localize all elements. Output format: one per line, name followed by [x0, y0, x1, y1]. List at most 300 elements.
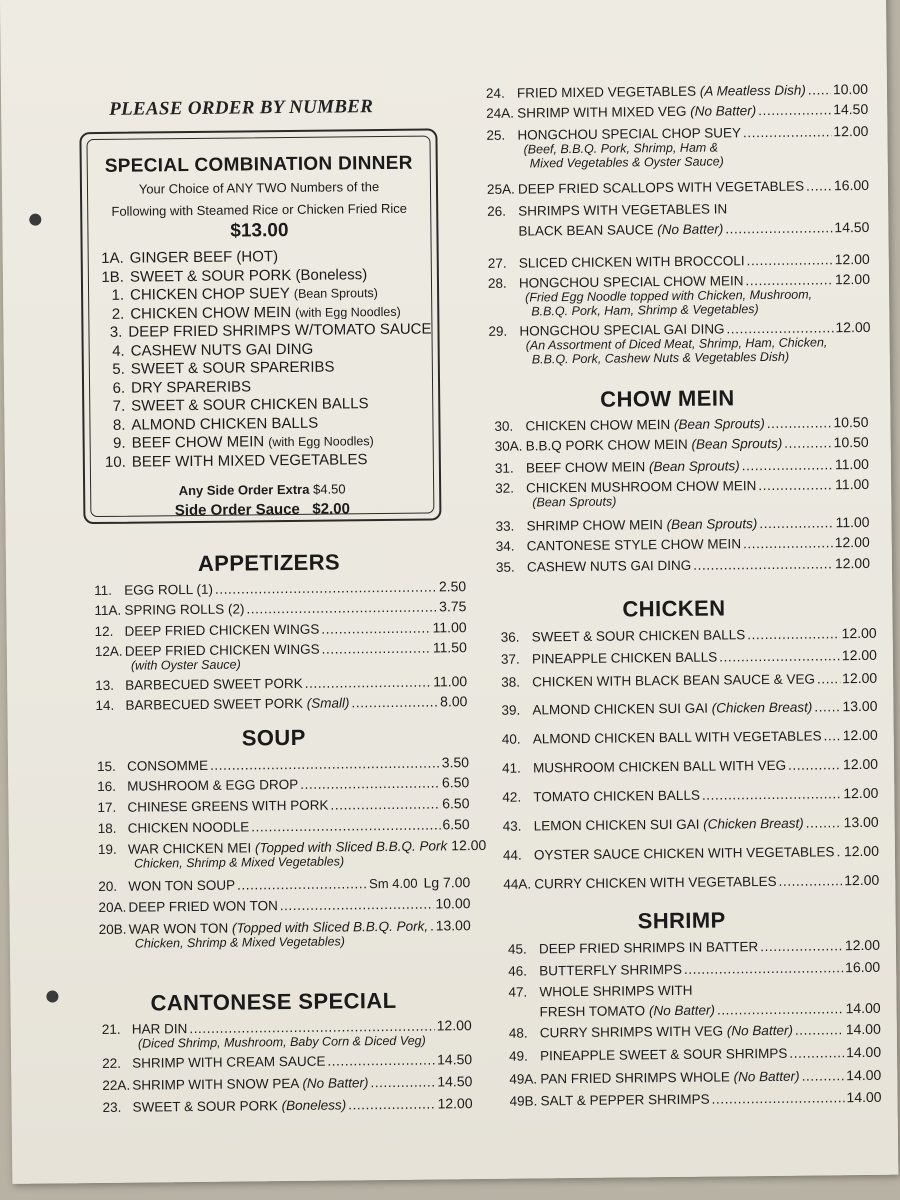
item-number: 27.	[487, 255, 507, 271]
leader-dots	[760, 938, 843, 955]
leader-dots	[746, 252, 832, 269]
item-price: 14.00	[845, 1020, 881, 1038]
chow-mein-list	[494, 413, 871, 575]
item-note: (Bean Sprouts)	[666, 516, 758, 533]
leader-dots	[758, 102, 831, 119]
item-name	[534, 816, 804, 835]
leader-dots	[322, 641, 431, 658]
combo-item-name: DRY SPARERIBS	[130, 377, 252, 397]
item-name-text: WAR WON TON	[128, 920, 229, 937]
item-description	[525, 288, 812, 319]
item-name-text: MUSHROOM & EGG DROP	[127, 776, 299, 794]
item-note: (Chicken Breast)	[703, 815, 804, 832]
menu-item	[97, 754, 469, 775]
item-name-text: SLICED CHICKEN WITH BROCCOLI	[518, 253, 745, 271]
item-price: 11.00	[835, 513, 870, 531]
item-name-text: HONGCHOU SPECIAL CHOP SUEY	[517, 125, 742, 143]
combo-item-name: GINGER BEEF (HOT)	[129, 248, 279, 267]
item-name	[527, 558, 691, 576]
item-name	[540, 1069, 799, 1088]
menu-item	[501, 625, 877, 646]
item-number: 49A.	[509, 1071, 538, 1087]
item-note: (Bean Sprouts)	[691, 435, 783, 452]
leader-dots	[430, 919, 434, 935]
side-order-sauce	[91, 499, 433, 520]
side-extra-price: $4.50	[312, 481, 346, 497]
menu-item	[503, 814, 879, 835]
item-number: 18.	[97, 820, 117, 837]
combo-line-2: Following with Steamed Rice or Chicken Fried Rice	[111, 200, 408, 219]
item-description	[135, 934, 345, 950]
item-number: 44A.	[503, 876, 532, 892]
item-name-text: SHRIMP CHOW MEIN	[526, 517, 663, 534]
item-name-text: DEEP FRIED CHICKEN WINGS	[124, 621, 320, 639]
chicken-heading: CHICKEN	[622, 595, 726, 622]
item-price-small: Sm 4.00	[369, 875, 418, 892]
menu-item	[94, 578, 466, 599]
side-sauce-price: $2.00	[312, 500, 350, 518]
item-name	[540, 1023, 793, 1042]
item-name-text: WON TON SOUP	[128, 877, 236, 894]
item-description-line: (Beef, B.B.Q. Pork, Shrimp, Ham &	[523, 140, 719, 157]
leader-dots	[717, 1001, 844, 1018]
leader-dots	[684, 960, 843, 978]
item-price: 12.00	[834, 250, 870, 268]
item-name	[127, 798, 328, 816]
item-name	[540, 1003, 715, 1021]
menu-item	[487, 177, 869, 198]
item-number: 48.	[508, 1025, 528, 1041]
item-name-text: SWEET & SOUR CHICKEN BALLS	[531, 627, 746, 645]
item-name	[533, 788, 700, 806]
combo-item-note: (with Egg Noodles)	[295, 304, 401, 320]
combo-item-number: 8.	[112, 416, 126, 434]
leader-dots	[742, 457, 833, 474]
item-price: 12.00	[844, 871, 880, 889]
item-description-line: Mixed Vegetables & Oyster Sauce)	[529, 154, 724, 171]
item-name	[540, 1046, 787, 1065]
item-name-text: BEEF CHOW MEIN	[525, 459, 646, 476]
item-description	[131, 658, 241, 673]
item-price: 14.50	[834, 218, 870, 236]
leader-dots	[784, 435, 832, 451]
item-number: 44.	[502, 847, 522, 863]
item-name-text: SHRIMP WITH MIXED VEG	[517, 103, 687, 121]
item-name	[540, 1092, 709, 1110]
item-price: 6.50	[442, 795, 470, 812]
item-price: 10.50	[833, 433, 869, 451]
menu-item	[486, 81, 868, 102]
item-second-line	[509, 1000, 881, 1021]
leader-dots	[370, 1075, 435, 1092]
item-name	[128, 819, 250, 836]
combo-item-list	[96, 247, 433, 472]
item-name-text: SHRIMP WITH CREAM SAUCE	[132, 1053, 326, 1071]
item-number: 43.	[502, 818, 522, 834]
menu-item	[97, 774, 469, 795]
item-name-text: ALMOND CHICKEN SUI GAI	[532, 700, 709, 718]
item-description-line: Chicken, Shrimp & Mixed Vegetables)	[134, 934, 345, 951]
menu-item	[97, 795, 469, 816]
item-name	[518, 221, 723, 239]
combo-item-number: 1.	[111, 286, 125, 304]
item-number: 35.	[495, 559, 515, 575]
chicken-list	[500, 624, 880, 892]
leader-dots	[702, 786, 842, 803]
item-price: 8.00	[440, 693, 468, 710]
item-name	[539, 962, 682, 979]
item-name-text: PINEAPPLE CHICKEN BALLS	[531, 649, 718, 667]
item-number: 29.	[488, 323, 508, 339]
item-price: 12.00	[833, 122, 869, 140]
item-price: 12.00	[843, 842, 880, 860]
item-name	[132, 1075, 368, 1093]
combo-line-1: Your Choice of ANY TWO Numbers of the	[138, 179, 380, 197]
item-number: 19.	[97, 841, 117, 858]
item-name-text: CASHEW NUTS GAI DING	[526, 557, 692, 575]
item-name-text: CANTONESE STYLE CHOW MEIN	[526, 536, 742, 554]
specials-list	[485, 80, 871, 367]
item-number: 20B.	[98, 921, 127, 938]
side-sauce-label: Side Order Sauce	[174, 500, 300, 520]
menu-item	[495, 456, 869, 477]
item-note: (No Batter)	[726, 1022, 793, 1039]
item-name-text: HAR DIN	[131, 1021, 188, 1037]
item-name-text: PAN FRIED SHRIMPS WHOLE	[540, 1069, 730, 1087]
item-name	[132, 1054, 325, 1072]
item-note: (Chicken Breast)	[711, 699, 813, 716]
item-number: 25A.	[486, 181, 515, 197]
combo-item-number: 4.	[112, 342, 125, 360]
leader-dots	[817, 671, 840, 687]
item-price: 13.00	[435, 917, 471, 934]
item-name-text: OYSTER SAUCE CHICKEN WITH VEGETABLES	[533, 844, 835, 863]
menu-item	[495, 514, 869, 535]
item-name	[532, 672, 815, 691]
combo-item-number: 1B.	[101, 268, 124, 286]
menu-item	[501, 698, 877, 719]
item-name	[517, 103, 756, 122]
item-number: 37.	[500, 651, 520, 667]
item-description-line: (An Assortment of Diced Meat, Shrimp, Ham, Chicken,	[525, 335, 828, 353]
shrimp-list	[507, 936, 882, 1109]
item-name-text: EGG ROLL (1)	[124, 581, 214, 598]
item-name-text: CURRY SHRIMPS WITH VEG	[539, 1023, 724, 1041]
item-name-text: FRIED MIXED VEGETABLES	[516, 83, 697, 101]
menu-item	[488, 318, 871, 367]
item-number: 26.	[487, 203, 507, 219]
menu-item	[95, 693, 467, 714]
item-name	[128, 878, 235, 895]
item-price: 12.00	[841, 624, 877, 642]
item-number: 45.	[507, 941, 527, 957]
item-price: Lg 7.00	[423, 874, 471, 891]
menu-item	[101, 1017, 472, 1051]
item-name	[519, 253, 745, 271]
item-price: 14.50	[436, 1051, 473, 1068]
item-price: 12.00	[834, 554, 871, 572]
combo-item-name: DEEP FRIED SHRIMPS W/TOMATO SAUCE	[128, 320, 432, 341]
item-number: 20A.	[98, 899, 127, 916]
item-description-line: (Fried Egg Noodle topped with Chicken, Mushroom,	[525, 287, 813, 305]
chow-mein-heading: CHOW MEIN	[600, 385, 735, 412]
menu-item	[508, 981, 881, 1020]
combo-item-name: SWEET & SOUR CHICKEN BALLS	[131, 395, 369, 415]
item-number: 32.	[495, 480, 514, 496]
menu-item	[502, 785, 878, 806]
item-number: 23.	[102, 1099, 122, 1115]
item-price: 12.00	[834, 270, 871, 288]
leader-dots	[327, 1053, 435, 1070]
leader-dots	[305, 675, 432, 692]
combo-item-number: 2.	[111, 305, 125, 323]
leader-dots	[758, 477, 833, 494]
menu-item	[503, 872, 879, 893]
item-name-text: LEMON CHICKEN SUI GAI	[533, 816, 700, 834]
menu-item	[95, 673, 467, 694]
leader-dots	[712, 1090, 845, 1107]
item-name	[526, 458, 740, 476]
item-note: (No Batter)	[648, 1002, 716, 1019]
item-price: 12.00	[834, 533, 870, 551]
item-name	[518, 201, 727, 219]
leader-dots	[745, 272, 833, 289]
item-name-text: SWEET & SOUR PORK	[132, 1098, 278, 1115]
item-number: 22.	[102, 1055, 122, 1071]
leader-dots	[802, 1068, 845, 1084]
item-price: 14.00	[845, 999, 881, 1017]
soup-heading: SOUP	[241, 724, 306, 751]
item-name-text: SALT & PEPPER SHRIMPS	[540, 1091, 710, 1109]
item-description-line: (with Oyster Sauce)	[130, 657, 241, 673]
combo-item-name: SWEET & SOUR SPARERIBS	[130, 358, 335, 378]
item-note: (Bean Sprouts)	[673, 416, 765, 432]
item-name-text: CHICKEN MUSHROOM CHOW MEIN	[526, 478, 757, 496]
item-name-text: CHINESE GREENS WITH PORK	[127, 797, 329, 815]
leader-dots	[795, 1022, 844, 1039]
item-name	[125, 676, 303, 694]
item-name-text: SPRING ROLLS (2)	[124, 601, 245, 618]
item-number: 36.	[500, 629, 520, 645]
item-number: 28.	[487, 275, 507, 291]
item-note: (Topped with Sliced B.B.Q. Pork,	[231, 918, 429, 936]
item-price: 11.00	[432, 619, 467, 636]
side-extra-label: Any Side Order Extra	[178, 481, 310, 499]
leader-dots	[693, 556, 833, 573]
leader-dots	[814, 699, 840, 715]
menu-item	[487, 200, 870, 239]
item-price: 16.00	[833, 176, 870, 194]
item-name-text: PINEAPPLE SWEET & SOUR SHRIMPS	[540, 1045, 788, 1064]
leader-dots	[719, 648, 840, 665]
menu-item	[98, 874, 470, 895]
combo-item-name: BEEF WITH MIXED VEGETABLES	[131, 450, 368, 471]
menu-item	[501, 647, 877, 668]
combo-item-name: CHICKEN CHOP SUEY	[130, 284, 290, 304]
item-second-line	[487, 219, 869, 240]
item-number: 46.	[508, 963, 528, 979]
leader-dots	[246, 599, 437, 617]
item-number: 22A.	[102, 1077, 131, 1093]
leader-dots	[300, 775, 440, 792]
item-name	[532, 627, 746, 645]
item-number: 11.	[94, 582, 113, 599]
item-number: 30A.	[494, 438, 523, 454]
item-price: 12.00	[451, 836, 487, 854]
item-number: 15.	[96, 758, 116, 775]
leader-dots	[348, 1097, 436, 1114]
item-price: 14.50	[437, 1073, 473, 1090]
leader-dots	[330, 796, 440, 813]
item-number: 21.	[101, 1021, 121, 1037]
item-name-text: WHOLE SHRIMPS WITH	[539, 982, 693, 1000]
item-number: 41.	[501, 760, 521, 776]
item-number: 12A.	[94, 643, 123, 660]
item-number: 11A.	[94, 602, 122, 619]
leader-dots	[824, 728, 841, 744]
menu-item	[509, 1067, 881, 1088]
item-description-line: B.B.Q. Pork, Ham, Shrimp & Vegetables)	[531, 302, 759, 319]
item-note: (Topped with Sliced B.B.Q. Pork	[254, 838, 448, 856]
menu-item	[503, 843, 879, 864]
item-note: (A Meatless Dish)	[699, 82, 806, 99]
item-price: 3.75	[439, 598, 467, 615]
menu-item	[102, 1073, 472, 1094]
item-description-line: B.B.Q. Pork, Cashew Nuts & Vegetables Dish)	[531, 349, 790, 367]
item-name	[525, 416, 764, 435]
item-name	[526, 436, 783, 455]
item-name-text: BLACK BEAN SAUCE	[518, 222, 654, 239]
item-number: 14.	[95, 697, 115, 714]
leader-dots	[788, 757, 841, 774]
item-name	[534, 844, 835, 863]
item-price: 12.00	[436, 1017, 472, 1034]
combo-item-name: CHICKEN CHOW MEIN	[130, 303, 292, 323]
menu-item	[98, 816, 470, 837]
menu-item	[494, 414, 868, 435]
item-description-line: Chicken, Shrimp & Mixed Vegetables)	[133, 854, 345, 871]
leader-dots	[806, 178, 832, 194]
menu-item	[508, 937, 880, 958]
leader-dots	[725, 220, 832, 237]
item-name-text: DEEP FRIED SHRIMPS IN BATTER	[538, 939, 759, 957]
item-name-text: MUSHROOM CHICKEN BALL WITH VEG	[532, 757, 787, 776]
item-number: 12.	[94, 623, 114, 640]
combo-item-name: ALMOND CHICKEN BALLS	[131, 414, 319, 434]
item-number: 39.	[501, 702, 521, 718]
leader-dots	[743, 124, 832, 141]
item-name	[539, 983, 692, 1001]
leader-dots	[778, 873, 842, 890]
menu-item	[486, 122, 869, 171]
item-number: 30.	[494, 418, 514, 434]
menu-item	[95, 619, 467, 640]
item-name-text: CURRY CHICKEN WITH VEGETABLES	[534, 873, 777, 892]
combination-dinner-box	[79, 128, 441, 524]
leader-dots	[759, 515, 833, 532]
combo-item-number: 9.	[113, 434, 126, 452]
menu-item	[94, 598, 466, 619]
item-price: 10.50	[833, 413, 869, 431]
combo-price: $13.00	[230, 219, 289, 242]
combo-item-number: 5.	[112, 360, 125, 378]
item-number: 20.	[98, 878, 118, 895]
item-name	[539, 939, 758, 957]
leader-dots	[210, 755, 440, 773]
leader-dots	[321, 621, 430, 638]
cantonese-special-list	[101, 1017, 473, 1115]
item-note: (No Batter)	[657, 221, 724, 238]
item-price: 12.00	[841, 646, 877, 664]
item-note: (Small)	[306, 695, 350, 711]
item-name	[532, 650, 717, 668]
combo-item-name: CASHEW NUTS GAI DING	[130, 340, 314, 360]
item-name-text: FRESH TOMATO	[539, 1003, 646, 1020]
item-name-text: CHICKEN NOODLE	[127, 819, 250, 836]
item-price: 12.00	[842, 755, 879, 773]
menu-item	[502, 727, 878, 748]
item-price: 14.50	[833, 100, 869, 118]
item-description-line: (Bean Sprouts)	[532, 494, 617, 510]
combo-item-number: 3.	[109, 323, 123, 341]
leader-dots	[280, 897, 434, 915]
item-name	[125, 695, 349, 713]
item-number: 42.	[502, 789, 522, 805]
item-name	[534, 874, 776, 893]
menu-item	[487, 270, 871, 319]
item-name	[518, 179, 804, 198]
leader-dots	[808, 82, 831, 98]
item-name-text: SHRIMP WITH SNOW PEA	[132, 1075, 299, 1093]
menu-item	[495, 434, 869, 455]
menu-item	[495, 475, 870, 510]
leader-dots	[806, 815, 842, 831]
menu-item	[103, 1095, 473, 1116]
menu-item	[98, 917, 471, 951]
shrimp-heading: SHRIMP	[637, 907, 726, 934]
item-name-text: DEEP FRIED WON TON	[128, 898, 278, 915]
item-number: 31.	[494, 460, 514, 476]
menu-item	[509, 1089, 881, 1110]
combo-item-number: 7.	[112, 397, 126, 415]
menu-item	[97, 836, 487, 871]
item-number: 24A.	[486, 105, 515, 121]
item-number: 16.	[97, 778, 117, 795]
item-price: 13.00	[843, 813, 879, 831]
leader-dots	[789, 1045, 844, 1062]
appetizers-heading: APPETIZERS	[197, 549, 341, 576]
menu-item	[508, 959, 880, 980]
menu-item	[502, 756, 878, 777]
item-name	[533, 758, 786, 777]
item-price: 11.00	[835, 475, 870, 493]
item-name	[128, 898, 277, 916]
item-description	[138, 1034, 426, 1051]
menu-item	[509, 1021, 881, 1042]
item-name	[526, 478, 756, 496]
binder-hole	[29, 214, 41, 226]
item-description	[526, 335, 828, 366]
item-name	[127, 777, 298, 795]
item-price: 12.00	[844, 936, 881, 954]
item-name	[127, 758, 208, 775]
item-price: 10.00	[832, 80, 869, 98]
item-number: 34.	[495, 538, 515, 554]
item-name	[133, 1097, 347, 1115]
leader-dots	[767, 415, 832, 432]
combo-item-note: (with Egg Noodles)	[268, 434, 374, 450]
item-name-text: ALMOND CHICKEN BALL WITH VEGETABLES	[532, 728, 822, 747]
